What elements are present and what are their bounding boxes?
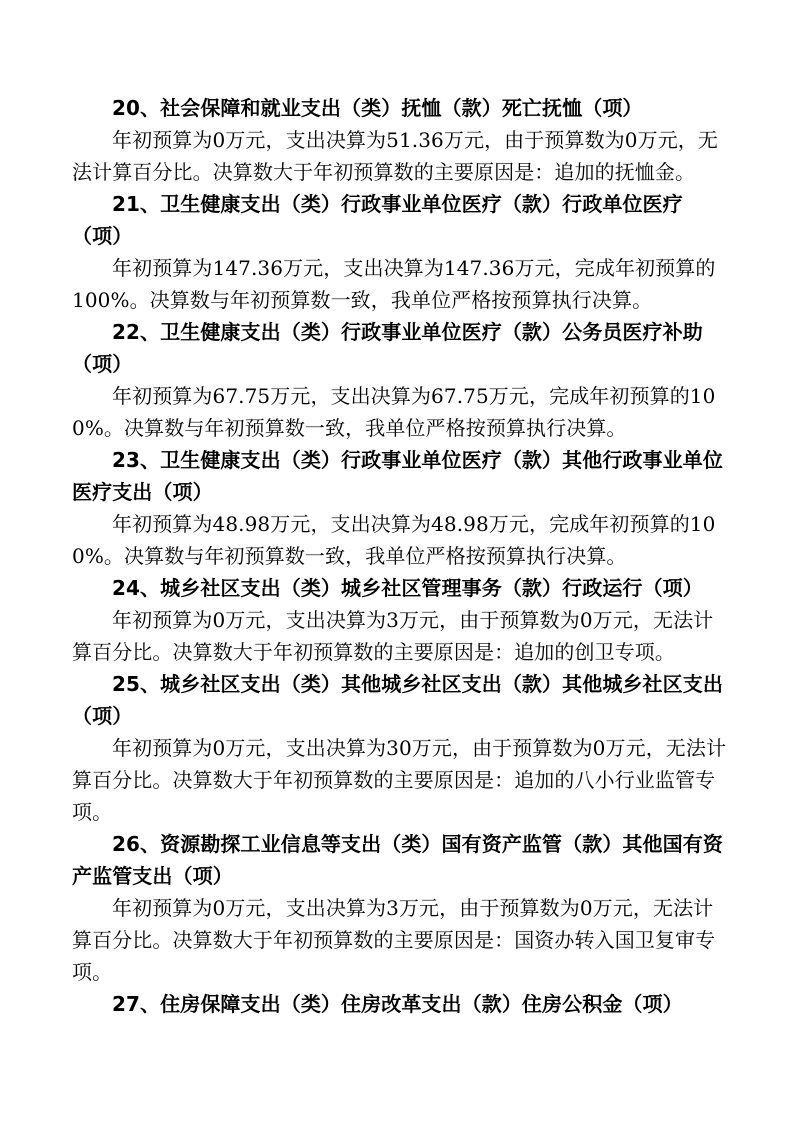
section-heading: 23、卫生健康支出（类）行政事业单位医疗（款）其他行政事业单位医疗支出（项） — [72, 448, 723, 504]
section-22 — [72, 316, 727, 444]
section-26 — [72, 828, 727, 988]
section-heading: 25、城乡社区支出（类）其他城乡社区支出（款）其他城乡社区支出（项） — [72, 672, 723, 728]
section-text: 年初预算为0万元，支出决算为30万元，由于预算数为0万元，无法计算百分比。决算数大于年初预算数的主要原因是：追加的八小行业监管专项。 — [72, 736, 727, 824]
section-23 — [72, 444, 727, 572]
section-text: 年初预算为48.98万元，支出决算为48.98万元，完成年初预算的100%。决算数与年初预算数一致，我单位严格按预算执行决算。 — [72, 512, 716, 568]
section-20 — [72, 92, 727, 188]
section-heading: 26、资源勘探工业信息等支出（类）国有资产监管（款）其他国有资产监管支出（项） — [72, 832, 723, 888]
document-body — [72, 92, 727, 1020]
section-heading: 22、卫生健康支出（类）行政事业单位医疗（款）公务员医疗补助（项） — [72, 320, 703, 376]
section-25 — [72, 668, 727, 828]
section-text: 年初预算为0万元，支出决算为51.36万元，由于预算数为0万元，无法计算百分比。决算数大于年初预算数的主要原因是：追加的抚恤金。 — [72, 128, 719, 184]
section-heading: 20、社会保障和就业支出（类）抚恤（款）死亡抚恤（项） — [112, 96, 643, 120]
section-24 — [72, 572, 727, 668]
section-heading: 21、卫生健康支出（类）行政事业单位医疗（款）行政单位医疗（项） — [72, 192, 683, 248]
section-heading: 24、城乡社区支出（类）城乡社区管理事务（款）行政运行（项） — [112, 576, 703, 600]
section-text: 年初预算为67.75万元，支出决算为67.75万元，完成年初预算的100%。决算数与年初预算数一致，我单位严格按预算执行决算。 — [72, 384, 716, 440]
section-text: 年初预算为0万元，支出决算为3万元，由于预算数为0万元，无法计算百分比。决算数大于年初预算数的主要原因是：国资办转入国卫复审专项。 — [72, 896, 716, 984]
section-21 — [72, 188, 727, 316]
section-heading: 27、住房保障支出（类）住房改革支出（款）住房公积金（项） — [112, 992, 683, 1016]
section-text: 年初预算为147.36万元，支出决算为147.36万元，完成年初预算的100%。决算数与年初预算数一致，我单位严格按预算执行决算。 — [72, 256, 716, 312]
section-27 — [72, 988, 727, 1020]
section-text: 年初预算为0万元，支出决算为3万元，由于预算数为0万元，无法计算百分比。决算数大于年初预算数的主要原因是：追加的创卫专项。 — [72, 608, 714, 664]
